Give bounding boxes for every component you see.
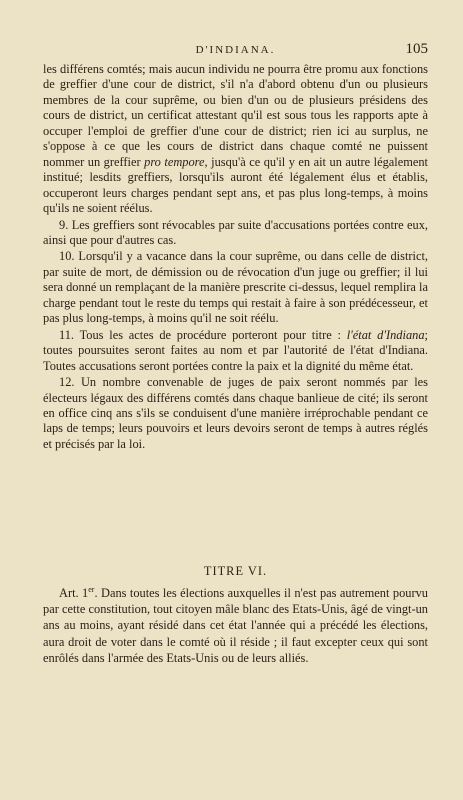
paragraph-10: 10. Lorsqu'il y a vacance dans la cour suprême, ou dans celle de district, par suite de mort, de démission ou de révocation d'un juge ou greffier; il lui sera donné un remplaçant de la manière prescrite ci-dessus, lequel remplira la charge pendant tout le reste du temps qui restait à faire à son prédécesseur, et pas plus long-temps, à moins qu'il ne soit réélu. (43, 249, 428, 326)
latin-phrase: pro tempore (144, 154, 205, 169)
paragraph-11 (43, 328, 428, 374)
continuation-paragraph (43, 62, 428, 217)
article-1 (43, 585, 428, 666)
body-text (43, 62, 428, 452)
paragraph-9: 9. Les greffiers sont révocables par suite d'accusations portées contre eux, ainsi que pour d'autres cas. (43, 217, 428, 247)
page-number: 105 (405, 41, 428, 57)
paragraph-11-title: l'état d'Indiana (346, 327, 425, 342)
paragraph-11-end: ; toutes poursuites seront faites au nom et par l'autorité de l'état d'Indiana. Toutes accusations seront portées contre la paix et la dignité du même état. (43, 327, 428, 373)
article-superscript: er (88, 584, 95, 594)
continuation-end: , jusqu'à ce qu'il y en ait un autre légalement institué; lesdits greffiers, lorsqu'ils auront été légalement élus et établis, occuperont leurs charges pendant sept ans, et pas plus long-temps, à moins qu'ils ne soient réélus. (43, 154, 429, 216)
article-text: . Dans toutes les élections auxquelles il n'est pas autrement pourvu par cette constitution, tout citoyen mâle blanc des Etats-Unis, âgé de vingt-un ans au moins, ayant résidé dans cet état l'année qui a précédé les élections, aura droit de voter dans le comté où il réside ; il faut excepter ceux qui sont enrôlés dans l'armée des Etats-Unis ou de leurs alliés. (43, 586, 428, 665)
article-label: Art. 1 (59, 586, 89, 600)
running-title: D'INDIANA. (195, 44, 276, 56)
section-title: TITRE VI. (203, 564, 268, 578)
page-header (43, 41, 428, 60)
continuation-text: les différens comtés; mais aucun individu ne pourra être promu aux fonctions de greffier d'une cour de district, s'il n'a d'abord obtenu d'un ou plusieurs membres de la cour suprême, ou bien d'un ou de plusieurs présidens des cours de district, un certificat attestant qu'il est sous tous les rapports apte à occuper l'emploi de greffier d'une cour de district; rien ici au surplus, ne s'oppose à ce que les cours de district dans chaque comté ne puissent nommer un greffier (43, 62, 428, 169)
paragraph-12: 12. Un nombre convenable de juges de paix seront nommés par les électeurs légaux des différens comtés dans chaque banlieue de cité; ils seront en office cinq ans s'ils se conduisent d'une manière irréprochable pendant ce laps de temps; leurs pouvoirs et leurs devoirs seront de temps à autres réglés et précisés par la loi. (43, 375, 428, 451)
paragraph-11-start: 11. Tous les actes de procédure porteront pour titre : (59, 327, 341, 342)
